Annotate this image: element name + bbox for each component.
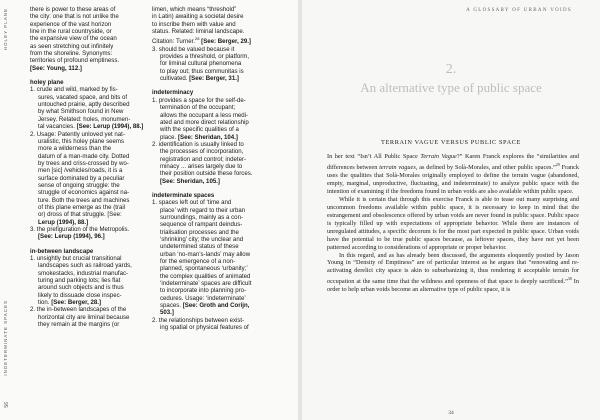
definition-line: of this plane emerge as the (trail bbox=[38, 203, 126, 211]
definition-line: ‘indeterminate’ spaces are difficult bbox=[160, 280, 252, 288]
text-run: In order to help urban voids become an alternative type of public space, it is bbox=[327, 278, 579, 294]
running-head: A GLOSSARY OF URBAN VOIDS bbox=[466, 8, 572, 13]
text-run: In this regard, and as has already been discussed, the arguments eloquently posited by Jason Young in “Density of Emptiness” are of particular interest as he argues that “renovating and re-activating derelict city space is akin to suburbanizing it, thus rendering it acceptable terrain for occupation at the same time that the wildness and openness of that space is deeply sacrificed.” bbox=[327, 251, 579, 286]
definition-line: 2. identification is usually linked to bbox=[152, 140, 244, 148]
definition-line: trialisation processes and the bbox=[160, 228, 239, 236]
left-page bbox=[0, 0, 298, 420]
text-line: to inscribe them with value and bbox=[152, 20, 236, 28]
definition-line: 1. provides a space for the self-de- bbox=[152, 96, 246, 104]
text-run: ?” Karen Franck explores the “similarities and differences between bbox=[327, 153, 579, 172]
definition-line: provides a threshold, or platform, bbox=[160, 53, 250, 61]
definition-line: 2. Usage: Patently unloved yet nat- bbox=[30, 130, 125, 138]
definition-line: to incorporate into planning pro- bbox=[160, 287, 247, 295]
definition-line: around such objects and is thus bbox=[38, 284, 124, 292]
definition-line: surface dominated by a peculiar bbox=[38, 174, 125, 182]
definition-line: turing and parking lots; lies flat bbox=[38, 277, 121, 285]
side-running-head-bottom: INDETERMINATE SPACES bbox=[3, 300, 8, 376]
definition-line: 2. the in-between landscapes of the bbox=[30, 306, 127, 314]
definition-line: landscapes such as railroad yards, bbox=[38, 262, 132, 270]
definition-line: their position outside these forces. bbox=[160, 170, 253, 178]
section-heading: TERRAIN VAGUE VERSUS PUBLIC SPACE bbox=[381, 139, 521, 146]
definition-line: the processes of incorporation, bbox=[160, 148, 244, 156]
italic-text: terrain vagues bbox=[379, 164, 416, 172]
left-page-number: 56 bbox=[4, 402, 10, 408]
definition-text: spaces. bbox=[160, 302, 182, 310]
text-line: line in the rural countryside, or bbox=[30, 28, 112, 36]
text-fragment: Citation: Turner. bbox=[152, 38, 196, 46]
definition-line: ‘shrinking’ city; the unclear and bbox=[160, 236, 244, 243]
definition-line: the complex qualities of animated bbox=[160, 272, 251, 280]
citation: [See: Lerup (1994), 88.] bbox=[76, 123, 144, 131]
glossary-term: indeterminate spaces bbox=[152, 191, 215, 199]
text-line: limen, which means “threshold” bbox=[152, 6, 237, 13]
text-line: from the shoreline. Synonyms: bbox=[30, 50, 113, 58]
citation: [See: Berger, 31.] bbox=[189, 75, 239, 83]
citation: [See: Young, 112.] bbox=[30, 64, 82, 72]
right-page-number: 34 bbox=[448, 410, 454, 416]
definition-line: with the specific qualities of a bbox=[160, 126, 239, 134]
definition-line: cedures. Usage: ‘indeterminate’ bbox=[160, 294, 246, 302]
glossary-column-1 bbox=[30, 6, 150, 328]
text-run: , as defined by Solà-Morales, and other public spaces.” bbox=[415, 164, 556, 172]
citation: [See: Berger, 28.] bbox=[51, 299, 102, 307]
glossary-entry-indeterminate-spaces bbox=[152, 192, 272, 332]
definition-line bbox=[152, 75, 272, 82]
text-line bbox=[152, 35, 272, 45]
glossary-entry-indeterminacy bbox=[152, 89, 272, 184]
definition-line: likely to dissuade close inspec- bbox=[38, 291, 122, 299]
definition-line: datum of a man-made city. Dotted bbox=[38, 152, 130, 160]
definition-line: they remain at the margins (or bbox=[38, 321, 120, 329]
text-line: there is power to these areas of bbox=[30, 6, 116, 13]
definition-line bbox=[30, 299, 150, 306]
definition-line bbox=[30, 123, 150, 130]
definition-line: sures, vacated space, and bits of bbox=[38, 93, 128, 101]
definition-line: urban ‘no-man’s-lands’ may allow bbox=[160, 250, 251, 258]
glossary-entry-in-between-landscape bbox=[30, 248, 150, 329]
glossary-term: in-between landscape bbox=[30, 247, 94, 255]
citation: [See: Sheridan, 104.] bbox=[177, 133, 238, 141]
citation: [See: Sheridan, 105.] bbox=[160, 177, 220, 185]
paragraph: While it is certain that through this exercise Franck is able to tease out many surprising and uncommon freedoms available within public space, it is necessary to keep in mind that the estrangement and obsolescence offered by urban voids are never found in public space. Public space is typically filled up with expectations of appropriate behavior. While there are instances of unregulated attitudes, a specific decorum is for the most part expected in public space. Urban voids have the potential to be true public spaces because, as leftover spaces, they have not yet been patterned according to considerations of appropriate or proper behavior. bbox=[327, 195, 579, 251]
definition-line bbox=[30, 211, 150, 218]
side-running-head-top: HOLEY PLANE bbox=[3, 8, 8, 51]
definition-line: ated and more direct relationship bbox=[160, 118, 249, 126]
definition-line: 1. spaces left out of ‘time and bbox=[152, 199, 232, 207]
glossary-column-2 bbox=[152, 6, 272, 331]
definition-text: place. bbox=[160, 133, 177, 141]
chapter-number: 2. bbox=[445, 62, 457, 77]
definition-line: untouched prairie, aptly described bbox=[38, 101, 130, 109]
definition-line: registration and control; indeter- bbox=[160, 155, 247, 163]
glossary-entry-holey-plane bbox=[30, 79, 150, 241]
definition-line: 1. unsightly but crucial transitional bbox=[30, 255, 122, 262]
definition-line: place’ with regard to their urban bbox=[160, 206, 246, 214]
definition-line: for the emergence of a non- bbox=[160, 258, 236, 266]
citation: [See: Groth and Corijn, bbox=[182, 302, 250, 310]
chapter-title: An alternative type of public space bbox=[360, 80, 542, 95]
definition-line: planned, spontaneous ‘urbanity;’ bbox=[160, 265, 248, 273]
definition-line: minacy ... arises largely due to bbox=[160, 162, 243, 170]
paragraph bbox=[327, 252, 579, 295]
citation: [See: Lerup (1994), 96.] bbox=[38, 233, 105, 241]
definition-line: ing spatial or physical features of bbox=[160, 324, 249, 332]
glossary-term: indeterminacy bbox=[152, 89, 194, 97]
body-text bbox=[327, 153, 579, 294]
definition-line: 1. crude and wild, marked by fis- bbox=[30, 86, 118, 94]
definition-line: allows the occupant a less medi- bbox=[160, 111, 249, 119]
definition-line: 3. the prefiguration of the Metropolis. bbox=[30, 225, 130, 233]
glossary-term: holey plane bbox=[30, 79, 64, 87]
definition-line bbox=[152, 134, 272, 141]
citation: [See: Berger, 29.] bbox=[201, 38, 251, 46]
definition-line: men [sic] /vehicles/roads, it is a bbox=[38, 167, 123, 175]
definition-line bbox=[152, 302, 272, 309]
text-line: territories of profound emptiness. bbox=[30, 57, 120, 65]
text-line: as seen stretching out infinitely bbox=[30, 42, 114, 50]
citation: Lerup (1994), 88.] bbox=[38, 218, 89, 226]
definition-text: cultivated. bbox=[160, 75, 188, 83]
continued-entry bbox=[30, 6, 150, 72]
definition-text: or) dross of that struggle. [See: bbox=[38, 211, 122, 219]
definition-line: surroundings, mainly as a con- bbox=[160, 213, 243, 221]
definition-line: uralistic, this holey plane seems bbox=[38, 137, 125, 145]
definition-line: 3. should be valued because it bbox=[152, 45, 235, 53]
text-line: the city: one that is not unlike the bbox=[30, 13, 119, 21]
footnote-marker: 30 bbox=[567, 276, 572, 282]
definition-line: ture. Both the trees and machines bbox=[38, 196, 130, 204]
text-line: the expansive view of the ocean bbox=[30, 35, 117, 43]
right-page bbox=[302, 0, 600, 420]
definition-line: Jersey. Related: holes, monumen- bbox=[38, 115, 131, 123]
text-line: in Latin) awaiting a societal desire bbox=[152, 13, 244, 21]
definition-line: to play out; thus communitas is bbox=[160, 67, 244, 75]
definition-line: sense of ongoing struggle: the bbox=[38, 181, 120, 189]
text-line: status. Related: liminal landscape. bbox=[152, 28, 245, 36]
paragraph bbox=[327, 153, 579, 196]
definition-line: for liminal cultural phenomena bbox=[160, 60, 242, 68]
continued-entry bbox=[152, 6, 272, 82]
footnote-marker: 29 bbox=[555, 161, 560, 167]
definition-line: smokestacks, industrial manufac- bbox=[38, 269, 129, 277]
definition-line: struggle of economics against na- bbox=[38, 189, 130, 197]
text-run: In her text “Isn’t All Public Space bbox=[327, 153, 421, 160]
text-run: Franck uses the qualities that Solà-Morales originally employed to define the terrain vague (abandoned, empty, marginal, unproductive, fluctuating, and indeterminate) to analyze public space with the intention of examining if the freedoms found in urban voids are also available within public space. bbox=[327, 164, 579, 195]
definition-line: more a wilderness than the bbox=[38, 145, 112, 153]
footnote-marker: 28 bbox=[195, 36, 200, 42]
italic-text: Terrain Vague bbox=[420, 153, 457, 160]
citation: 503.] bbox=[160, 309, 174, 317]
definition-line: termination of the occupant; bbox=[160, 104, 236, 112]
definition-text: tal vacancies. bbox=[38, 123, 75, 131]
definition-text: tion. bbox=[38, 299, 50, 307]
definition-line: sequence of rampant deindus- bbox=[160, 221, 243, 229]
definition-line: by trees and criss-crossed by wo- bbox=[38, 159, 129, 167]
definition-line: 2. the relationships between exist- bbox=[152, 316, 245, 324]
definition-line: undetermined status of these bbox=[160, 243, 239, 251]
definition-line: horizontal city are liminal because bbox=[38, 313, 130, 321]
text-line: experience of the vast horizon bbox=[30, 20, 112, 28]
definition-line: by what Smithson found in New bbox=[38, 108, 124, 116]
